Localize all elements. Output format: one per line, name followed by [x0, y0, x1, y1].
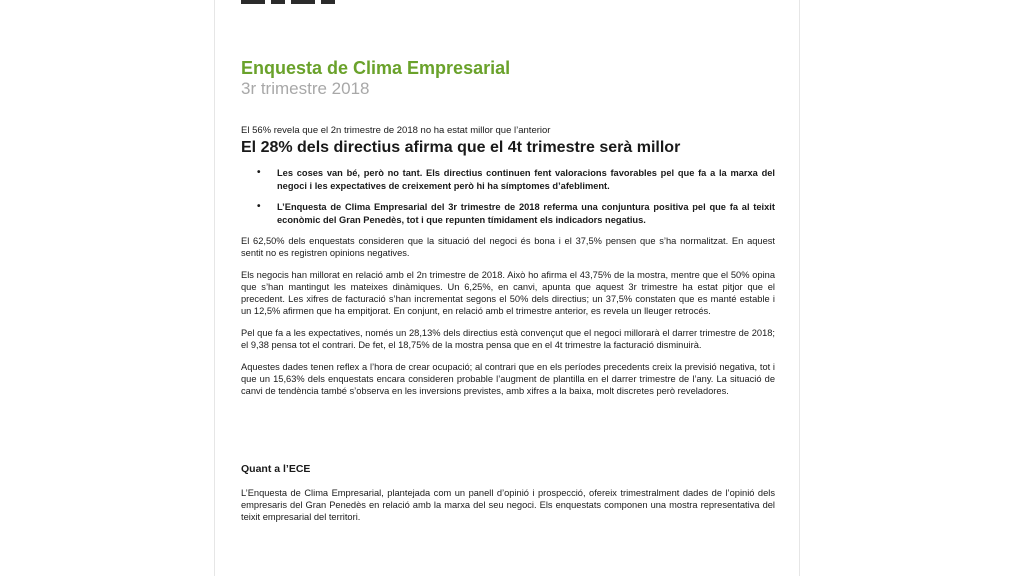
bullet-item: • Les coses van bé, però no tant. Els directius continuen fent valoracions favorables pel que fa a la marxa del negoci i les expectatives de creixement però hi ha símptomes d’afebliment. [277, 167, 775, 192]
kicker-text: El 56% revela que el 2n trimestre de 2018 no ha estat millor que l’anterior [241, 125, 551, 136]
document-page [214, 0, 800, 576]
document-subtitle: 3r trimestre 2018 [241, 79, 370, 98]
section-paragraph: L’Enquesta de Clima Empresarial, plantejada com un panell d’opinió i prospecció, ofereix trimestralment dades de l’opinió dels empresaris del Gran Penedès en relació amb la marxa del seu negoci. Els enquestats componen una mostra representativa del teixit empresarial del territori. [241, 488, 775, 522]
bullet-item: • L’Enquesta de Clima Empresarial del 3r trimestre de 2018 referma una conjuntura positiva pel que fa al teixit econòmic del Gran Penedès, tot i que repunten tímidament els indicadors negatius. [277, 201, 775, 226]
headline: El 28% dels directius afirma que el 4t trimestre serà millor [241, 139, 681, 156]
bullet-list [241, 167, 775, 226]
document-content [241, 58, 775, 533]
document-title: Enquesta de Clima Empresarial [241, 58, 511, 78]
logo [241, 0, 335, 4]
body-paragraphs [241, 235, 775, 397]
paragraph: Pel que fa a les expectatives, només un 28,13% dels directius està convençut que el negoci millorarà el darrer trimestre de 2018; el 9,38 pensa tot el contrari. De fet, el 18,75% de la mostra pensa que en el 4t trimestre la facturació disminuirà. [241, 328, 775, 350]
paragraph: El 62,50% dels enquestats consideren que la situació del negoci és bona i el 37,5% pensen que s’ha normalitzat. En aquest sentit no es registren opinions negatives. [241, 236, 775, 258]
section-title: Quant a l’ECE [241, 463, 311, 475]
paragraph: Els negocis han millorat en relació amb el 2n trimestre de 2018. Això ho afirma el 43,75% de la mostra, mentre que el 50% opina que s’han mantingut les mateixes dinàmiques. Un 6,25%, en canvi, apunta que aquest 3r trimestre ha estat pitjor que el precedent. Les xifres de facturació s’han incrementat segons el 50% dels directius; un 37,5% constaten que es manté estable i un 12,5% afirmen que ha empitjorat. En conjunt, en relació amb el trimestre anterior, es revela un lleuger retrocés. [241, 270, 775, 316]
paragraph: Aquestes dades tenen reflex a l’hora de crear ocupació; al contrari que en els períodes precedents creix la previsió negativa, tot i que un 15,63% dels enquestats encara consideren probable l’augment de plantilla en el darrer trimestre de l’any. La situació de canvi de tendència també s’observa en les inversions previstes, amb xifres a la baixa, molt discretes però reveladores. [241, 362, 775, 396]
